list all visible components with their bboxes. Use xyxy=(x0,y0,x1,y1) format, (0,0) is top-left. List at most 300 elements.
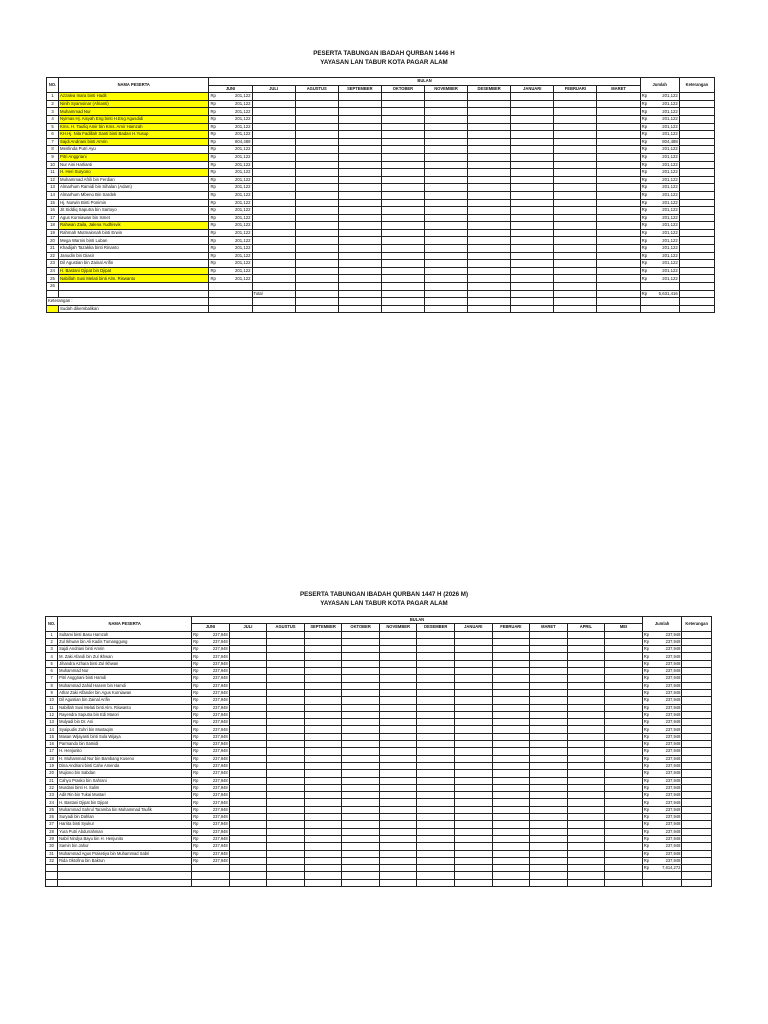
month-cell xyxy=(454,726,492,733)
table-row xyxy=(47,131,715,139)
amount-value: 201,122 xyxy=(235,214,251,220)
month-cell xyxy=(597,267,640,275)
month-cell xyxy=(229,784,267,791)
currency-label: Rp xyxy=(641,146,648,152)
month-cell xyxy=(295,275,338,283)
currency-label: Rp xyxy=(643,850,650,856)
month-cell xyxy=(379,704,417,711)
currency-label: Rp xyxy=(210,100,216,106)
header-nama-peserta: NAMA PESERTA xyxy=(58,617,192,632)
participant-name: Athar Zaki Alfander bin Agus Kurniawan xyxy=(58,689,192,696)
sheet1-title: PESERTA TABUNGAN IBADAH QURBAN 1446 H xyxy=(313,50,455,57)
month-cell xyxy=(304,704,342,711)
month-cell xyxy=(554,199,597,207)
table-row xyxy=(47,252,715,260)
month-cell xyxy=(468,131,511,139)
month-cell xyxy=(605,865,643,872)
sheet2-subtitle: YAYASAN LAN TABUR KOTA PAGAR ALAM xyxy=(320,600,448,607)
month-cell xyxy=(338,93,381,101)
month-cell xyxy=(567,762,605,769)
amount-value: 201,122 xyxy=(662,154,678,160)
keterangan-cell xyxy=(682,733,712,740)
table-row xyxy=(46,748,712,755)
keterangan-cell xyxy=(679,146,714,154)
jumlah-cell xyxy=(640,222,679,230)
month-cell xyxy=(252,146,295,154)
month-cell xyxy=(492,660,530,667)
currency-label: Rp xyxy=(643,777,650,783)
month-cell xyxy=(267,704,305,711)
month-juni-cell xyxy=(192,631,230,638)
currency-label: Rp xyxy=(193,828,199,834)
currency-label: Rp xyxy=(643,660,650,666)
jumlah-cell xyxy=(642,814,682,821)
keterangan-cell xyxy=(682,741,712,748)
month-cell xyxy=(229,653,267,660)
amount-value: 237,948 xyxy=(212,792,228,798)
participant-name: Mulyadi bin Dr. Ani xyxy=(58,719,192,726)
currency-label: Rp xyxy=(193,631,199,637)
jumlah-cell xyxy=(642,741,682,748)
month-cell xyxy=(554,191,597,199)
month-cell xyxy=(267,646,305,653)
month-cell xyxy=(424,100,467,108)
month-cell xyxy=(304,850,342,857)
month-cell xyxy=(342,784,380,791)
keterangan-cell xyxy=(682,755,712,762)
month-cell xyxy=(229,799,267,806)
month-cell xyxy=(417,638,455,645)
month-cell xyxy=(229,726,267,733)
month-juni-cell xyxy=(209,214,252,222)
month-cell xyxy=(267,682,305,689)
row-number: 16 xyxy=(47,207,59,215)
amount-value: 201,122 xyxy=(235,230,251,236)
month-cell xyxy=(492,638,530,645)
month-cell xyxy=(379,843,417,850)
keterangan-cell xyxy=(679,161,714,169)
table-row xyxy=(46,792,712,799)
keterangan-cell xyxy=(682,762,712,769)
month-cell xyxy=(417,646,455,653)
month-cell xyxy=(379,748,417,755)
amount-value: 237,948 xyxy=(665,660,681,666)
amount-value: 237,948 xyxy=(212,741,228,747)
note-label: Keterangan : xyxy=(47,298,209,306)
jumlah-cell xyxy=(642,711,682,718)
month-cell xyxy=(252,229,295,237)
month-cell xyxy=(530,835,568,842)
jumlah-cell xyxy=(642,799,682,806)
month-cell xyxy=(342,806,380,813)
month-cell xyxy=(381,229,424,237)
month-cell xyxy=(454,653,492,660)
amount-value: 201,122 xyxy=(235,131,251,137)
month-cell xyxy=(342,828,380,835)
month-cell xyxy=(417,762,455,769)
row-number: 6 xyxy=(46,668,58,675)
month-cell xyxy=(492,857,530,864)
month-cell xyxy=(530,792,568,799)
table-row xyxy=(47,100,715,108)
currency-label: Rp xyxy=(210,93,216,99)
currency-label: Rp xyxy=(643,865,650,871)
keterangan-cell xyxy=(679,252,714,260)
participant-name: Samin bin Jahur xyxy=(58,843,192,850)
amount-value: 201,122 xyxy=(662,176,678,182)
participant-name: H. Henjunito xyxy=(58,748,192,755)
table-row xyxy=(46,704,712,711)
month-cell xyxy=(295,290,338,298)
table-row xyxy=(46,828,712,835)
month-cell xyxy=(304,741,342,748)
month-cell xyxy=(605,675,643,682)
month-cell xyxy=(605,682,643,689)
month-cell xyxy=(229,857,267,864)
month-cell xyxy=(342,719,380,726)
row-number: 2 xyxy=(47,100,59,108)
month-cell xyxy=(468,305,511,313)
participant-name xyxy=(59,283,209,291)
month-cell xyxy=(597,100,640,108)
month-cell xyxy=(567,653,605,660)
keterangan-cell xyxy=(682,799,712,806)
month-cell xyxy=(342,660,380,667)
month-juni-cell xyxy=(192,784,230,791)
month-cell xyxy=(304,675,342,682)
keterangan-cell xyxy=(679,123,714,131)
amount-value: 237,948 xyxy=(212,784,228,790)
month-cell xyxy=(417,748,455,755)
jumlah-cell xyxy=(640,207,679,215)
month-cell xyxy=(530,857,568,864)
month-cell xyxy=(252,115,295,123)
month-cell xyxy=(381,161,424,169)
month-juni-cell xyxy=(192,821,230,828)
jumlah-cell xyxy=(640,108,679,116)
month-cell xyxy=(424,93,467,101)
row-number: 26 xyxy=(46,814,58,821)
month-cell xyxy=(511,115,554,123)
header-jumlah: Jumlah xyxy=(640,78,679,93)
month-cell xyxy=(338,191,381,199)
participant-name: Pitri Anggriani xyxy=(59,153,209,161)
month-cell xyxy=(304,631,342,638)
amount-value: 201,122 xyxy=(235,154,251,160)
month-cell xyxy=(229,675,267,682)
participant-name: Janudin bin Diasir xyxy=(59,252,209,260)
month-cell xyxy=(417,843,455,850)
month-cell xyxy=(468,260,511,268)
month-cell xyxy=(530,631,568,638)
jumlah-cell xyxy=(642,828,682,835)
month-cell xyxy=(605,748,643,755)
jumlah-cell xyxy=(640,153,679,161)
month-cell xyxy=(295,115,338,123)
month-cell xyxy=(454,697,492,704)
month-cell xyxy=(267,806,305,813)
row-number xyxy=(47,290,59,298)
month-cell xyxy=(342,675,380,682)
month-cell xyxy=(492,748,530,755)
currency-label: Rp xyxy=(641,252,648,258)
participant-name: Almarhum Mbeno Bin Sardek xyxy=(59,191,209,199)
month-cell xyxy=(454,770,492,777)
month-cell xyxy=(511,153,554,161)
header-row xyxy=(46,617,712,624)
table-row xyxy=(47,191,715,199)
month-cell xyxy=(567,741,605,748)
month-cell xyxy=(379,770,417,777)
amount-value: 201,122 xyxy=(235,146,251,152)
jumlah-cell xyxy=(640,184,679,192)
month-cell xyxy=(304,777,342,784)
month-cell xyxy=(342,792,380,799)
amount-value: 201,122 xyxy=(662,260,678,266)
jumlah-cell xyxy=(640,214,679,222)
row-number: 2 xyxy=(46,638,58,645)
month-cell xyxy=(492,733,530,740)
month-cell xyxy=(605,843,643,850)
month-cell xyxy=(492,784,530,791)
month-cell xyxy=(567,660,605,667)
keterangan-cell xyxy=(682,777,712,784)
month-cell xyxy=(424,131,467,139)
amount-value: 237,948 xyxy=(212,836,228,841)
keterangan-cell xyxy=(682,828,712,835)
month-cell xyxy=(567,704,605,711)
month-cell xyxy=(567,668,605,675)
month-cell xyxy=(229,631,267,638)
keterangan-cell xyxy=(679,245,714,253)
month-juni-cell xyxy=(209,93,252,101)
keterangan-cell xyxy=(682,675,712,682)
row-number: 21 xyxy=(46,777,58,784)
month-cell xyxy=(554,100,597,108)
month-juni-cell xyxy=(192,748,230,755)
currency-label: Rp xyxy=(210,237,216,243)
month-cell xyxy=(597,138,640,146)
month-cell xyxy=(468,222,511,230)
month-cell xyxy=(417,755,455,762)
month-cell xyxy=(342,726,380,733)
row-number: 25 xyxy=(46,806,58,813)
table-row xyxy=(47,115,715,123)
currency-label: Rp xyxy=(643,857,650,863)
month-cell xyxy=(417,828,455,835)
currency-label: Rp xyxy=(193,741,199,747)
row-number xyxy=(46,865,58,872)
jumlah-cell xyxy=(640,138,679,146)
month-cell xyxy=(530,726,568,733)
row-number: 20 xyxy=(46,770,58,777)
month-cell xyxy=(492,719,530,726)
month-cell xyxy=(342,668,380,675)
currency-label: Rp xyxy=(210,275,216,281)
month-cell xyxy=(267,828,305,835)
row-number: 22 xyxy=(47,252,59,260)
month-cell xyxy=(417,814,455,821)
header-no: NO. xyxy=(47,78,59,93)
month-juni-cell xyxy=(209,222,252,230)
month-cell xyxy=(304,748,342,755)
month-cell xyxy=(605,697,643,704)
amount-value: 237,948 xyxy=(212,733,228,739)
month-cell xyxy=(267,835,305,842)
month-cell xyxy=(605,726,643,733)
table-row xyxy=(46,799,712,806)
month-cell xyxy=(252,169,295,177)
month-cell xyxy=(342,821,380,828)
month-cell xyxy=(530,646,568,653)
month-cell xyxy=(379,835,417,842)
month-cell xyxy=(417,631,455,638)
month-cell xyxy=(530,748,568,755)
month-cell xyxy=(424,138,467,146)
month-cell xyxy=(554,131,597,139)
jumlah-cell xyxy=(642,697,682,704)
month-cell xyxy=(342,704,380,711)
month-cell xyxy=(597,229,640,237)
month-cell xyxy=(379,697,417,704)
participant-name: Muhammad Nur xyxy=(58,668,192,675)
month-cell xyxy=(492,726,530,733)
total-jumlah-cell xyxy=(642,865,682,872)
jumlah-cell xyxy=(640,229,679,237)
month-cell xyxy=(554,283,597,291)
month-cell xyxy=(379,806,417,813)
month-cell xyxy=(381,138,424,146)
month-juni-cell xyxy=(192,799,230,806)
month-cell xyxy=(229,792,267,799)
month-cell xyxy=(379,711,417,718)
month-cell xyxy=(530,843,568,850)
month-cell xyxy=(381,283,424,291)
month-cell xyxy=(342,653,380,660)
month-cell xyxy=(417,777,455,784)
row-number: 17 xyxy=(47,214,59,222)
month-cell xyxy=(424,252,467,260)
month-cell xyxy=(379,814,417,821)
month-cell xyxy=(605,784,643,791)
jumlah-cell xyxy=(642,762,682,769)
month-cell xyxy=(304,843,342,850)
keterangan-cell xyxy=(679,184,714,192)
month-cell xyxy=(342,631,380,638)
jumlah-cell xyxy=(642,660,682,667)
keterangan-cell xyxy=(682,638,712,645)
currency-label: Rp xyxy=(643,763,650,769)
header-nama-peserta: NAMA PESERTA xyxy=(59,78,209,93)
total-label: Total xyxy=(252,290,295,298)
amount-value: 804,488 xyxy=(235,138,251,144)
row-number: 18 xyxy=(47,222,59,230)
month-cell xyxy=(454,843,492,850)
month-cell xyxy=(530,668,568,675)
month-cell xyxy=(252,305,295,313)
month-cell xyxy=(342,741,380,748)
month-cell xyxy=(468,176,511,184)
month-cell xyxy=(379,631,417,638)
amount-value: 201,122 xyxy=(235,123,251,129)
currency-label: Rp xyxy=(641,275,648,281)
month-cell xyxy=(492,668,530,675)
month-cell xyxy=(381,176,424,184)
keterangan-cell xyxy=(682,646,712,653)
month-cell xyxy=(295,237,338,245)
month-cell xyxy=(381,123,424,131)
amount-value: 237,948 xyxy=(212,697,228,703)
keterangan-cell xyxy=(682,711,712,718)
keterangan-cell xyxy=(679,199,714,207)
currency-label: Rp xyxy=(193,784,199,790)
jumlah-cell xyxy=(642,835,682,842)
month-cell xyxy=(511,169,554,177)
month-cell xyxy=(605,806,643,813)
month-cell xyxy=(597,305,640,313)
month-cell xyxy=(468,275,511,283)
header-month-agustus: AGUSTUS xyxy=(295,85,338,93)
month-cell xyxy=(424,237,467,245)
month-juni-cell xyxy=(209,100,252,108)
total-row xyxy=(46,865,712,872)
amount-value: 237,948 xyxy=(665,792,681,798)
keterangan-cell xyxy=(682,697,712,704)
month-cell xyxy=(530,638,568,645)
keterangan-cell xyxy=(679,138,714,146)
month-cell xyxy=(379,646,417,653)
month-cell xyxy=(342,689,380,696)
month-cell xyxy=(511,245,554,253)
month-cell xyxy=(267,857,305,864)
month-juni-cell xyxy=(192,857,230,864)
month-cell xyxy=(530,741,568,748)
amount-value: 7,614,272 xyxy=(662,865,681,871)
table-row xyxy=(47,138,715,146)
month-cell xyxy=(267,762,305,769)
month-cell xyxy=(597,93,640,101)
month-cell xyxy=(304,835,342,842)
jumlah-cell xyxy=(640,260,679,268)
month-cell xyxy=(229,835,267,842)
jumlah-cell xyxy=(640,123,679,131)
month-cell xyxy=(492,682,530,689)
jumlah-cell xyxy=(642,843,682,850)
month-cell xyxy=(381,191,424,199)
header-month-september: SEPTEMBER xyxy=(304,624,342,631)
table-row xyxy=(47,184,715,192)
table-row xyxy=(46,777,712,784)
participant-name: Muhammad Sahrul Taramba bin Muhammad Taufik xyxy=(58,806,192,813)
month-cell xyxy=(554,138,597,146)
row-number: 4 xyxy=(46,653,58,660)
month-cell xyxy=(295,161,338,169)
jumlah-cell xyxy=(642,682,682,689)
month-juni-cell xyxy=(192,719,230,726)
month-cell xyxy=(229,741,267,748)
participant-name: KH.Hj. Nila Fadillah Santi binti Badan H.Yusup xyxy=(59,131,209,139)
amount-value: 201,122 xyxy=(235,237,251,243)
month-cell xyxy=(229,755,267,762)
month-cell xyxy=(567,806,605,813)
month-cell xyxy=(252,176,295,184)
amount-value: 237,948 xyxy=(665,697,681,703)
amount-value: 201,122 xyxy=(235,222,251,228)
month-juni-cell xyxy=(192,682,230,689)
row-number: 10 xyxy=(46,697,58,704)
table-row xyxy=(47,229,715,237)
table-row xyxy=(46,697,712,704)
